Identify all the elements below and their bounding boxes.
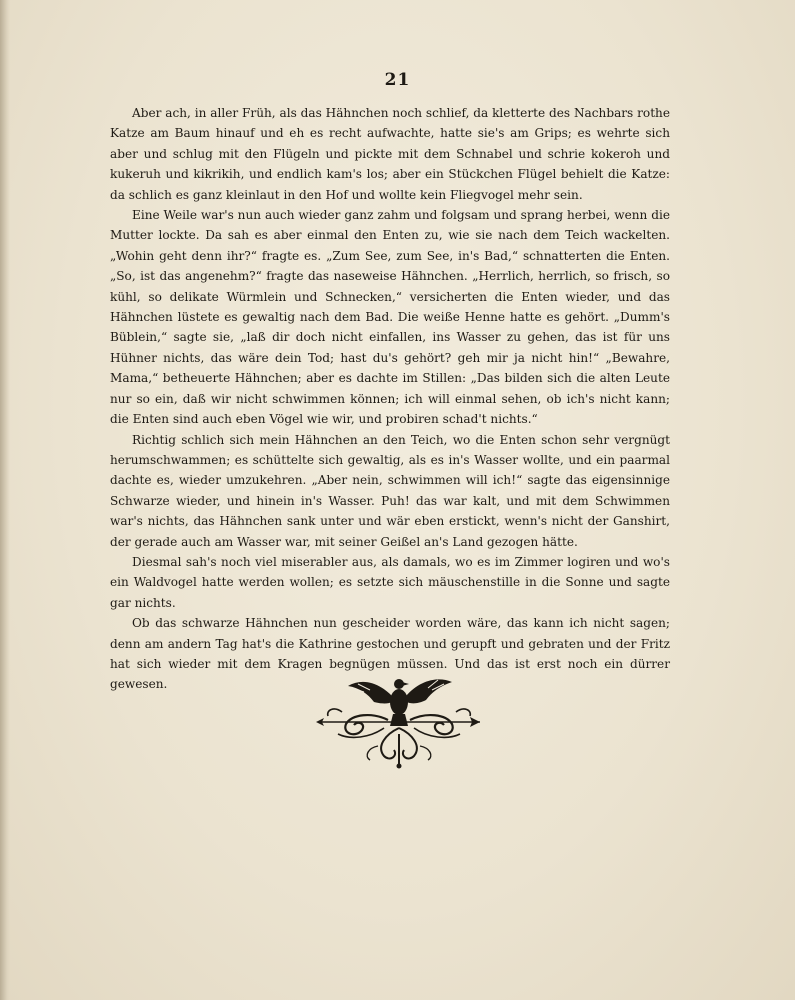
paragraph: Ob das schwarze Hähnchen nun gescheider worden wäre, das kann ich nicht sagen; denn am andern Tag hat's die Kathrine gestochen und gerupft und gebraten und der Fritz hat sich wieder mit dem Kragen begnügen müssen. Und das ist erst noch ein dürrer gewesen. <box>110 616 670 692</box>
paragraph: Eine Weile war's nun auch wieder ganz zahm und folgsam und sprang herbei, wenn die Mutter lockte. Da sah es aber einmal den Enten zu, wie sie nach dem Teich wackelten. „Wohin geht denn ihr?“ fragte es. „Zum See, zum See, in's Bad,“ schnatterten die Enten. „So, ist das angenehm?“ fragte das naseweise Hähnchen. „Herrlich, herrlich, so frisch, so kühl, so delikate Würmlein und Schnecken,“ versicherten die Enten wieder, und das Hähnchen lüstete es gewaltig nach dem Bad. Die weiße Henne hatte es gehört. „Dumm's Büblein,“ sagte sie, „laß dir doch nicht einfallen, ins Wasser zu gehen, das ist für uns Hühner nichts, das wäre dein Tod; hast du's gehört? geh mir ja nicht hin!“ „Bewahre, Mama,“ betheuerte Hähnchen; aber es dachte im Stillen: „Das bilden sich die alten Leute nur so ein, daß wir nicht schwimmen können; ich will einmal sehen, ob ich's nicht kann; die Enten sind auch eben Vögel wie wir, und probiren schad't nichts.“ <box>110 208 670 427</box>
page-number: 21 <box>384 70 411 90</box>
body-text <box>110 103 670 695</box>
paragraph: Diesmal sah's noch viel miserabler aus, als damals, wo es im Zimmer logiren und wo's ein Waldvogel hatte werden wollen; es setzte sich mäuschenstille in die Sonne und sagte gar nichts. <box>110 554 670 610</box>
page-gutter-shadow <box>0 0 10 1000</box>
paragraph: Richtig schlich sich mein Hähnchen an den Teich, wo die Enten schon sehr vergnügt herumschwammen; es schüttelte sich gewaltig, als es in's Wasser wollte, und ein paarmal dachte es, wieder umzukehren. „Aber nein, schwimmen will ich!“ sagte das eigensinnige Schwarze wieder, und hinein in's Wasser. Puh! das war kalt, und mit dem Schwimmen war's nichts, das Hähnchen sank unter und wär eben erstickt, wenn's nicht der Ganshirt, der gerade auch am Wasser war, mit seiner Geißel an's Land gezogen hätte. <box>110 432 670 549</box>
eagle-vignette-icon <box>312 662 486 772</box>
paragraph: Aber ach, in aller Früh, als das Hähnchen noch schlief, da kletterte des Nachbars rothe Katze am Baum hinauf und eh es recht aufwachte, hatte sie's am Grips; es wehrte sich aber und schlug mit den Flügeln und pickte mit dem Schnabel und schrie kokeroh und kukeruh und kikrikih, und endlich kam's los; aber ein Stückchen Flügel behielt die Katze: da schlich es ganz kleinlaut in den Hof und wollte kein Fliegvogel mehr sein. <box>110 106 670 202</box>
